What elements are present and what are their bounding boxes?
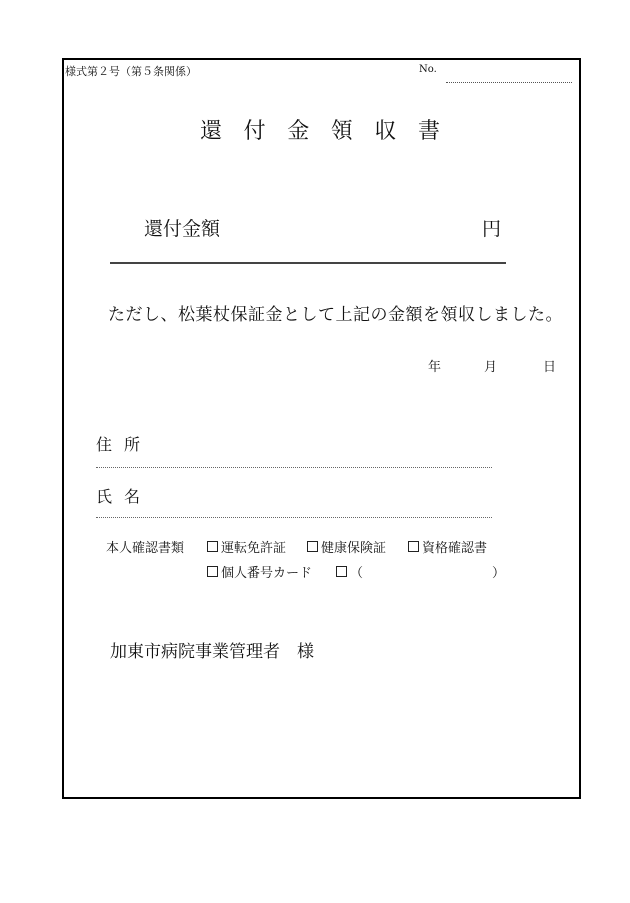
refund-amount-label: 還付金額 <box>144 218 221 240</box>
title-char: 書 <box>417 119 440 144</box>
checkbox-icon[interactable] <box>408 541 419 552</box>
name-field[interactable] <box>96 517 492 518</box>
checkbox-icon[interactable] <box>307 541 318 552</box>
addressee: 加東市病院事業管理者 様 <box>110 642 314 662</box>
title-char: 還 <box>200 119 223 144</box>
yen-unit: 円 <box>482 218 502 240</box>
title-char: 金 <box>287 119 310 144</box>
title-char: 収 <box>374 119 397 144</box>
id-option-drivers-license[interactable]: 運転免許証 <box>207 537 286 556</box>
number-label: No. <box>419 64 437 75</box>
other-close-paren: ） <box>492 566 506 581</box>
number-field[interactable] <box>446 82 572 83</box>
date-day-label: 日 <box>543 360 557 375</box>
identity-doc-label: 本人確認書類 <box>106 541 185 556</box>
name-label: 氏名 <box>96 487 153 506</box>
checkbox-icon[interactable] <box>336 566 347 577</box>
form-frame <box>62 58 581 799</box>
form-number: 様式第２号（第５条関係） <box>65 65 197 78</box>
id-option-other[interactable]: （ <box>336 562 363 581</box>
document-title <box>200 114 440 145</box>
checkbox-icon[interactable] <box>207 541 218 552</box>
address-field[interactable] <box>96 467 492 468</box>
id-option-eligibility-cert[interactable]: 資格確認書 <box>408 537 487 556</box>
date-year-label: 年 <box>428 360 442 375</box>
checkbox-icon[interactable] <box>207 566 218 577</box>
title-char: 領 <box>330 119 353 144</box>
address-label: 住所 <box>96 435 153 454</box>
id-option-health-insurance[interactable]: 健康保険証 <box>307 537 386 556</box>
date-month-label: 月 <box>484 360 498 375</box>
id-option-mynumber-card[interactable]: 個人番号カード <box>207 562 312 581</box>
refund-amount-field[interactable] <box>110 262 506 264</box>
title-char: 付 <box>243 119 266 144</box>
receipt-note: ただし、松葉杖保証金として上記の金額を領収しました。 <box>108 305 563 325</box>
